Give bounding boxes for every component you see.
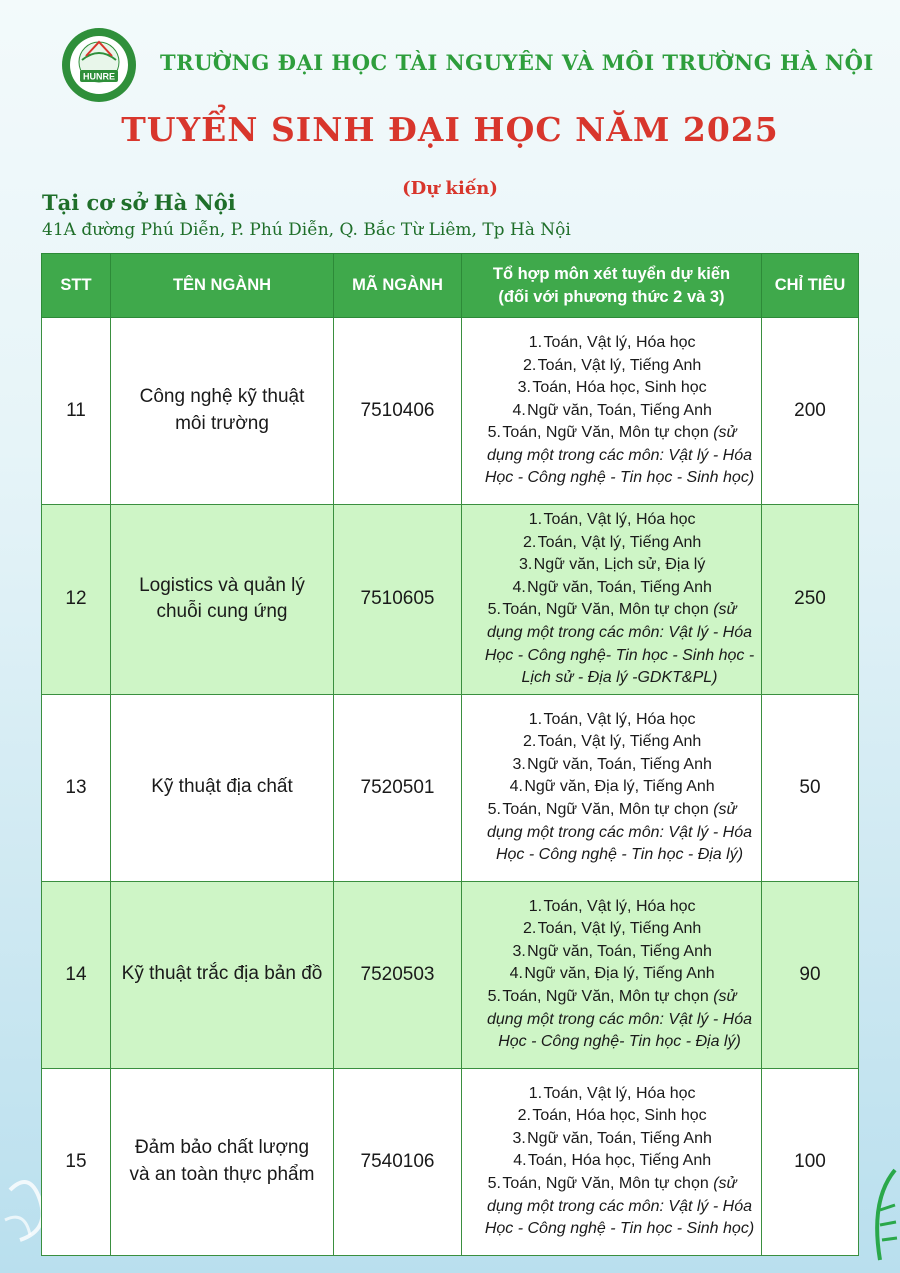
combo-item xyxy=(468,355,755,378)
major-name-line2: môi trường xyxy=(175,413,269,434)
row-quota: 200 xyxy=(762,318,859,505)
combo-text: Toán, Vật lý, Hóa học xyxy=(543,1084,696,1102)
combo-number: 1. xyxy=(528,1084,543,1102)
combo-text: Toán, Ngữ Văn, Môn tự chọn xyxy=(502,1175,714,1193)
combo-note: (sử dụng một trong các môn: Vật lý - Hóa Học - Công nghệ - Tin học - Sinh học) xyxy=(484,424,755,487)
header-stt: STT xyxy=(42,254,111,318)
header-major-code: MÃ NGÀNH xyxy=(334,254,462,318)
row-quota: 50 xyxy=(762,694,859,881)
combo-number: 2. xyxy=(522,733,537,751)
combo-list xyxy=(468,709,755,867)
combo-text: Toán, Ngữ Văn, Môn tự chọn xyxy=(502,801,714,819)
major-name-line1: Công nghệ kỹ thuật xyxy=(139,386,305,408)
combo-number: 5. xyxy=(487,1175,501,1193)
combo-number: 3. xyxy=(512,755,526,773)
header-combos-line1: Tổ hợp môn xét tuyển dự kiến xyxy=(492,265,731,284)
combo-text: Toán, Hóa học, Sinh học xyxy=(532,379,707,397)
combo-text: Toán, Ngữ Văn, Môn tự chọn xyxy=(502,988,714,1006)
table-row xyxy=(42,881,859,1068)
combo-text: Ngữ văn, Địa lý, Tiếng Anh xyxy=(524,965,715,983)
university-logo xyxy=(60,26,138,104)
row-major-code: 7540106 xyxy=(334,1068,462,1255)
row-major-code: 7510605 xyxy=(334,505,462,695)
combo-text: Toán, Hóa học, Tiếng Anh xyxy=(527,1152,712,1170)
row-major-name xyxy=(111,505,334,695)
combo-text: Ngữ văn, Toán, Tiếng Anh xyxy=(527,1129,712,1147)
combo-number: 2. xyxy=(517,1107,531,1125)
combo-number: 2. xyxy=(522,533,537,551)
combo-item xyxy=(468,400,755,423)
row-quota: 100 xyxy=(762,1068,859,1255)
combo-item xyxy=(468,776,755,799)
combo-item xyxy=(468,941,755,964)
combo-text: Toán, Ngữ Văn, Môn tự chọn xyxy=(502,601,714,619)
combo-item xyxy=(468,1173,755,1241)
combo-list xyxy=(468,896,755,1054)
combo-list xyxy=(468,509,755,690)
combo-text: Toán, Ngữ Văn, Môn tự chọn xyxy=(502,424,714,442)
major-name-line2: chuỗi cung ứng xyxy=(156,601,288,623)
admission-table xyxy=(41,253,859,1256)
combo-number: 4. xyxy=(509,778,523,796)
combo-number: 3. xyxy=(512,942,526,960)
combo-item xyxy=(468,731,755,754)
combo-note: (sử dụng một trong các môn: Vật lý - Hóa Học - Công nghệ - Tin học - Sinh học) xyxy=(484,1175,755,1238)
page-title: TUYỂN SINH ĐẠI HỌC NĂM 2025 xyxy=(121,110,779,149)
combo-number: 3. xyxy=(517,379,531,397)
row-subject-combos xyxy=(462,1068,762,1255)
combo-item xyxy=(468,332,755,355)
combo-text: Ngữ văn, Toán, Tiếng Anh xyxy=(527,401,712,419)
row-stt: 13 xyxy=(42,694,111,881)
combo-item xyxy=(468,896,755,919)
row-quota: 90 xyxy=(762,881,859,1068)
header-major-name: TÊN NGÀNH xyxy=(111,254,334,318)
combo-list xyxy=(468,1083,755,1241)
major-name-line1: Kỹ thuật địa chất xyxy=(151,776,293,798)
combo-item xyxy=(468,963,755,986)
combo-note: (sử dụng một trong các môn: Vật lý - Hóa Học - Công nghệ- Tin học - Sinh học - Lịch sử - Địa lý -GDKT&PL) xyxy=(484,601,755,687)
row-major-name xyxy=(111,694,334,881)
combo-item xyxy=(468,1105,755,1128)
combo-text: Ngữ văn, Địa lý, Tiếng Anh xyxy=(524,778,715,796)
combo-number: 4. xyxy=(512,578,526,596)
combo-text: Toán, Vật lý, Hóa học xyxy=(543,710,696,728)
combo-number: 5. xyxy=(487,424,501,442)
combo-item xyxy=(468,754,755,777)
combo-number: 1. xyxy=(528,511,543,528)
combo-text: Toán, Vật lý, Tiếng Anh xyxy=(537,920,702,938)
combo-item xyxy=(468,554,755,577)
combo-item xyxy=(468,1128,755,1151)
row-stt: 12 xyxy=(42,505,111,695)
row-subject-combos xyxy=(462,694,762,881)
combo-text: Toán, Vật lý, Hóa học xyxy=(543,333,696,351)
major-name-line1: Logistics và quản lý xyxy=(139,574,305,596)
major-name-line1: Đảm bảo chất lượng xyxy=(134,1137,310,1159)
table-row xyxy=(42,318,859,505)
table-header-row xyxy=(42,254,859,318)
combo-text: Toán, Vật lý, Hóa học xyxy=(543,511,696,528)
university-name: TRƯỜNG ĐẠI HỌC TÀI NGUYÊN VÀ MÔI TRƯỜNG HÀ NỘI xyxy=(160,50,874,75)
combo-text: Toán, Hóa học, Sinh học xyxy=(532,1107,707,1125)
header-combos-line2: (đối với phương thức 2 và 3) xyxy=(498,287,725,306)
table-row xyxy=(42,694,859,881)
combo-item xyxy=(468,1083,755,1106)
campus-address: 41A đường Phú Diễn, P. Phú Diễn, Q. Bắc Từ Liêm, Tp Hà Nội xyxy=(42,220,571,240)
table-row xyxy=(42,1068,859,1255)
combo-item xyxy=(468,599,755,689)
row-major-name xyxy=(111,318,334,505)
combo-item xyxy=(468,532,755,555)
combo-list xyxy=(468,332,755,490)
combo-number: 5. xyxy=(487,801,501,819)
combo-number: 5. xyxy=(487,988,501,1006)
combo-number: 4. xyxy=(509,965,523,983)
row-stt: 15 xyxy=(42,1068,111,1255)
campus-name: Tại cơ sở Hà Nội xyxy=(42,190,236,215)
row-stt: 14 xyxy=(42,881,111,1068)
combo-text: Ngữ văn, Lịch sử, Địa lý xyxy=(533,556,706,574)
combo-text: Ngữ văn, Toán, Tiếng Anh xyxy=(527,578,712,596)
row-stt: 11 xyxy=(42,318,111,505)
combo-text: Toán, Vật lý, Tiếng Anh xyxy=(537,356,702,374)
combo-number: 4. xyxy=(513,1152,527,1170)
row-major-name xyxy=(111,881,334,1068)
row-subject-combos xyxy=(462,505,762,695)
combo-item xyxy=(468,577,755,600)
row-subject-combos xyxy=(462,318,762,505)
row-subject-combos xyxy=(462,881,762,1068)
combo-number: 2. xyxy=(522,920,537,938)
combo-number: 1. xyxy=(528,333,543,351)
combo-number: 3. xyxy=(518,556,533,574)
combo-item xyxy=(468,799,755,867)
combo-text: Ngữ văn, Toán, Tiếng Anh xyxy=(527,755,712,773)
row-major-name xyxy=(111,1068,334,1255)
combo-number: 3. xyxy=(512,1129,526,1147)
row-quota: 250 xyxy=(762,505,859,695)
logo-text: HUNRE xyxy=(82,71,116,82)
header-subject-combos xyxy=(462,254,762,318)
combo-item xyxy=(468,377,755,400)
combo-number: 5. xyxy=(487,601,501,619)
combo-item xyxy=(468,986,755,1054)
row-major-code: 7520503 xyxy=(334,881,462,1068)
combo-note: (sử dụng một trong các môn: Vật lý - Hóa Học - Công nghệ- Tin học - Địa lý) xyxy=(486,988,752,1051)
major-name-line1: Kỹ thuật trắc địa bản đồ xyxy=(121,963,323,985)
row-major-code: 7520501 xyxy=(334,694,462,881)
combo-text: Toán, Vật lý, Hóa học xyxy=(543,897,696,915)
table-row xyxy=(42,505,859,695)
combo-number: 4. xyxy=(512,401,526,419)
combo-number: 1. xyxy=(528,710,543,728)
combo-text: Ngữ văn, Toán, Tiếng Anh xyxy=(527,942,712,960)
row-major-code: 7510406 xyxy=(334,318,462,505)
page-subtitle: (Dự kiến) xyxy=(402,178,498,199)
combo-item xyxy=(468,918,755,941)
combo-text: Toán, Vật lý, Tiếng Anh xyxy=(537,733,702,751)
combo-number: 2. xyxy=(522,356,537,374)
combo-item xyxy=(468,1150,755,1173)
combo-item xyxy=(468,509,755,532)
major-name-line2: và an toàn thực phẩm xyxy=(129,1163,315,1185)
combo-text: Toán, Vật lý, Tiếng Anh xyxy=(537,533,702,551)
combo-item xyxy=(468,709,755,732)
combo-item xyxy=(468,422,755,490)
header-quota: CHỈ TIÊU xyxy=(762,254,859,318)
combo-number: 1. xyxy=(528,897,543,915)
combo-note: (sử dụng một trong các môn: Vật lý - Hóa Học - Công nghệ - Tin học - Địa lý) xyxy=(486,801,752,864)
